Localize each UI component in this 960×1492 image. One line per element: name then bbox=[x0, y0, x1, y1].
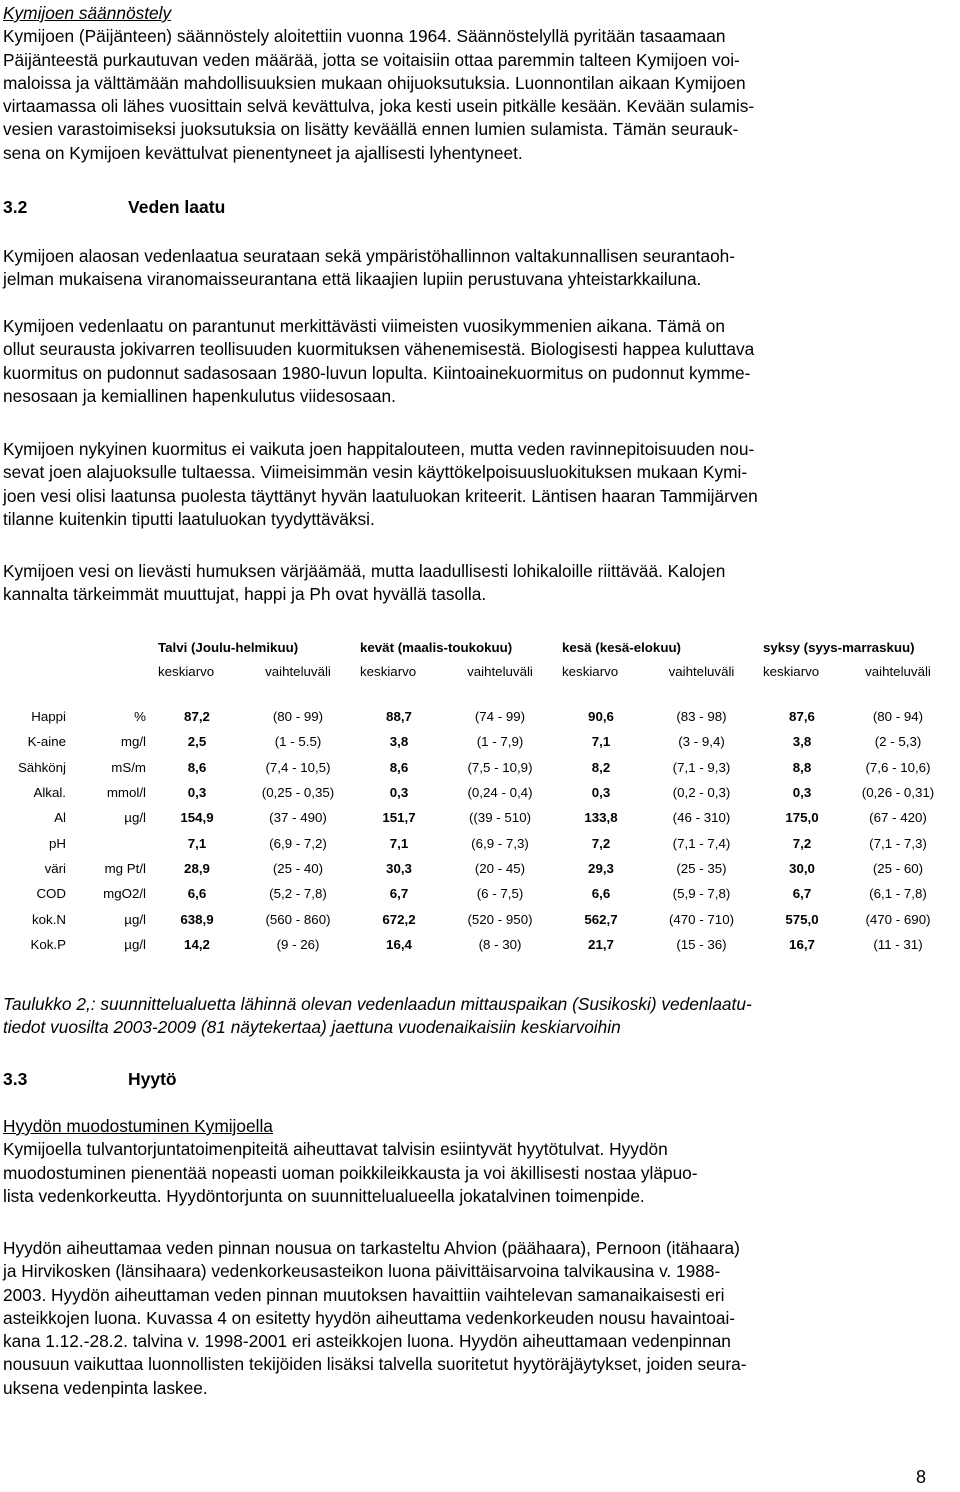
range-header: vaihteluväli bbox=[265, 664, 331, 679]
mean-header: keskiarvo bbox=[360, 664, 417, 679]
range-value: (7,6 - 10,6) bbox=[865, 759, 931, 775]
mean-value: 29,3 bbox=[588, 860, 614, 876]
parameter-name: Alkal. bbox=[33, 785, 66, 801]
range-header: vaihteluväli bbox=[668, 664, 735, 679]
mean-value: 28,9 bbox=[184, 860, 210, 876]
parameter-name: Al bbox=[54, 810, 66, 826]
parameter-name: Sähkönj bbox=[17, 759, 66, 775]
range-value: (5,2 - 7,8) bbox=[269, 886, 327, 902]
mean-value: 0,3 bbox=[792, 785, 812, 801]
text-line: nousuun vaikuttaa luonnollisten tekijöiden lisäksi talvella suoritetut hyytöräjäytykset, joiden seura- bbox=[3, 1354, 747, 1375]
text-line: ollut seurausta jokivarren teollisuuden kuormituksen vähenemisestä. Biologisesti happea kuluttava bbox=[3, 339, 755, 360]
text-line: jelman mukaisena viranomaisseurantana että likaajien lupiin perustuvana yhteistarkkailuna. bbox=[3, 269, 702, 290]
mean-header: keskiarvo bbox=[158, 664, 215, 679]
parameter-name: COD bbox=[36, 886, 66, 902]
parameter-name: Happi bbox=[31, 709, 66, 725]
text-line: joen vesi olisi laatunsa puolesta täyttänyt hyvän laatuluokan kriteerit. Läntisen haaran Tammijärven bbox=[3, 485, 758, 506]
text-line: kannalta tärkeimmät muuttujat, happi ja Ph ovat hyvällä tasolla. bbox=[3, 584, 487, 605]
text-line: kuormitus on pudonnut sadasosaan 1980-luvun lopulta. Kiintoainekuormitus on pudonnut kymme- bbox=[3, 362, 751, 383]
mean-value: 7,2 bbox=[591, 835, 611, 851]
text-line: Päijänteestä purkautuvan veden määrää, jotta se voitaisiin ottaa paremmin talteen Kymijoen voi- bbox=[3, 49, 740, 70]
parameter-name: Kok.P bbox=[30, 936, 66, 952]
mean-value: 21,7 bbox=[588, 936, 614, 952]
mean-value: 6,7 bbox=[792, 886, 812, 902]
mean-value: 575,0 bbox=[785, 911, 819, 927]
subsection-title: Hyydön muodostuminen Kymijoella bbox=[3, 1116, 273, 1136]
range-value: (3 - 9,4) bbox=[678, 734, 725, 750]
parameter-unit: mgO2/l bbox=[103, 886, 146, 902]
mean-value: 30,3 bbox=[386, 860, 412, 876]
range-value: (6,9 - 7,3) bbox=[471, 835, 529, 851]
range-value: (7,4 - 10,5) bbox=[265, 759, 331, 775]
parameter-name: K-aine bbox=[27, 734, 66, 750]
text-line: uksena vedenpinta laskee. bbox=[3, 1377, 208, 1398]
range-value: (80 - 94) bbox=[872, 709, 924, 725]
mean-value: 16,7 bbox=[789, 936, 815, 952]
mean-value: 90,6 bbox=[588, 709, 614, 725]
paragraph bbox=[3, 315, 938, 408]
text-line: kana 1.12.-28.2. talvina v. 1998-2001 eri asteikkojen luona. Hyydön aiheuttamaan vedenpinnan bbox=[3, 1331, 731, 1352]
range-value: (7,1 - 7,4) bbox=[672, 835, 731, 851]
mean-value: 0,3 bbox=[389, 785, 409, 801]
paragraph bbox=[3, 245, 938, 292]
season-header: Talvi (Joulu-helmikuu) bbox=[158, 640, 299, 655]
mean-value: 16,4 bbox=[386, 936, 412, 952]
range-value: (6 - 7,5) bbox=[476, 886, 524, 902]
mean-value: 6,7 bbox=[389, 886, 409, 902]
mean-value: 7,2 bbox=[792, 835, 812, 851]
parameter-unit: µg/l bbox=[124, 911, 146, 927]
range-value: (0,2 - 0,3) bbox=[672, 785, 731, 801]
parameter-unit: mg Pt/l bbox=[104, 860, 146, 876]
table-row bbox=[14, 780, 949, 805]
range-value: (470 - 690) bbox=[865, 911, 931, 927]
range-value: (9 - 26) bbox=[276, 936, 320, 952]
mean-value: 8,6 bbox=[389, 759, 409, 775]
heading-number: 3.2 bbox=[3, 197, 28, 217]
mean-value: 14,2 bbox=[184, 936, 210, 952]
range-value: (83 - 98) bbox=[676, 709, 727, 725]
parameter-unit: mS/m bbox=[111, 759, 146, 775]
mean-value: 88,7 bbox=[386, 709, 412, 725]
mean-value: 672,2 bbox=[382, 911, 416, 927]
table-row bbox=[14, 856, 949, 881]
table-row bbox=[14, 932, 949, 957]
range-value: (0,26 - 0,31) bbox=[861, 785, 935, 801]
parameter-unit: mg/l bbox=[120, 734, 146, 750]
range-value: (67 - 420) bbox=[869, 810, 927, 826]
range-value: (7,5 - 10,9) bbox=[467, 759, 533, 775]
range-value: (8 - 30) bbox=[478, 936, 522, 952]
mean-value: 154,9 bbox=[180, 810, 214, 826]
text-line: nesosaan ja kemiallinen hapenkulutus viidesosaan. bbox=[3, 385, 396, 406]
mean-value: 133,8 bbox=[584, 810, 618, 826]
caption-line: Taulukko 2,: suunnittelualuetta lähinnä olevan vedenlaadun mittauspaikan (Susikoski) vedenlaatu- bbox=[3, 994, 752, 1014]
mean-value: 87,2 bbox=[184, 709, 210, 725]
range-value: (25 - 40) bbox=[272, 860, 324, 876]
section-title-regulation: Kymijoen säännöstely bbox=[3, 3, 172, 23]
range-value: (25 - 35) bbox=[676, 860, 727, 876]
range-value: (11 - 31) bbox=[873, 936, 923, 952]
range-header: vaihteluväli bbox=[865, 664, 931, 679]
range-value: (25 - 60) bbox=[872, 860, 924, 876]
range-value: (46 - 310) bbox=[672, 810, 731, 826]
mean-value: 30,0 bbox=[789, 860, 815, 876]
mean-value: 2,5 bbox=[187, 734, 207, 750]
mean-value: 638,9 bbox=[180, 911, 214, 927]
range-value: ((39 - 510) bbox=[468, 810, 532, 826]
text-line: maloissa ja välttämään mahdollisuuksien mukaan ohijuoksutuksia. Luonnontilan aikaan Kymijoen bbox=[3, 72, 746, 93]
range-value: (7,1 - 9,3) bbox=[672, 759, 731, 775]
water-quality-table bbox=[14, 636, 949, 957]
table-row bbox=[14, 805, 949, 830]
mean-value: 0,3 bbox=[591, 785, 611, 801]
range-value: (80 - 99) bbox=[272, 709, 324, 725]
heading-number: 3.3 bbox=[3, 1069, 28, 1089]
paragraph bbox=[3, 438, 938, 531]
text-line: tilanne kuitenkin tiputti laatuluokan tyydyttäväksi. bbox=[3, 508, 375, 529]
range-value: (37 - 490) bbox=[269, 810, 327, 826]
range-value: (5,9 - 7,8) bbox=[672, 886, 731, 902]
season-header: kevät (maalis-toukokuu) bbox=[360, 640, 513, 655]
text-line: Kymijoen vedenlaatu on parantunut merkittävästi viimeisten vuosikymmenien aikana. Tämä on bbox=[3, 316, 726, 336]
mean-value: 87,6 bbox=[789, 709, 815, 725]
text-line: Kymijoella tulvantorjuntatoimenpiteitä aiheuttavat talvisin esiintyvät hyytötulvat. Hyydön bbox=[3, 1139, 668, 1160]
range-value: (470 - 710) bbox=[668, 911, 735, 927]
season-header: syksy (syys-marraskuu) bbox=[763, 640, 915, 655]
table-row bbox=[14, 704, 949, 729]
heading-water-quality bbox=[3, 196, 225, 219]
season-header-row bbox=[14, 636, 949, 659]
range-value: (6,9 - 7,2) bbox=[269, 835, 327, 851]
range-value: (15 - 36) bbox=[676, 936, 727, 952]
table-row bbox=[14, 830, 949, 855]
text-line: asteikkojen luona. Kuvassa 4 on esitetty hyydön aiheuttama vedenkorkeuden nousu havaintoai- bbox=[3, 1307, 736, 1328]
section-regulation bbox=[3, 2, 938, 165]
season-header: kesä (kesä-elokuu) bbox=[562, 640, 681, 655]
mean-value: 8,2 bbox=[591, 759, 611, 775]
table-body bbox=[14, 704, 949, 957]
caption-line: tiedot vuosilta 2003-2009 (81 näytekertaa) jaettuna vuodenaikaisiin keskiarvoihin bbox=[3, 1017, 621, 1038]
parameter-unit: µg/l bbox=[124, 810, 146, 826]
mean-value: 7,1 bbox=[187, 835, 207, 851]
mean-value: 8,6 bbox=[187, 759, 207, 775]
range-value: (1 - 7,9) bbox=[476, 734, 524, 750]
parameter-unit: mmol/l bbox=[106, 785, 146, 801]
subheader-row bbox=[14, 659, 949, 684]
range-value: (20 - 45) bbox=[474, 860, 526, 876]
text-line: sevat joen alajuoksulle tultaessa. Viimeisimmän vesin käyttökelpoisuusluokituksen mukaan Kymi- bbox=[3, 462, 748, 483]
mean-value: 7,1 bbox=[389, 835, 409, 851]
paragraph bbox=[3, 1237, 938, 1400]
text-line: 2003. Hyydön aiheuttaman veden pinnan muutoksen havaittiin vaihtelevan samanaikaisesti eri bbox=[3, 1284, 725, 1305]
parameter-unit: % bbox=[134, 709, 146, 725]
page-number: 8 bbox=[916, 1467, 927, 1487]
text-line: virtaamassa oli lähes vuosittain selvä kevättulva, joka kesti usein pitkälle kesään. Kevään sulamis- bbox=[3, 96, 755, 117]
mean-header: keskiarvo bbox=[562, 664, 619, 679]
mean-value: 0,3 bbox=[187, 785, 207, 801]
mean-value: 6,6 bbox=[187, 886, 207, 902]
range-value: (7,1 - 7,3) bbox=[869, 835, 927, 851]
parameter-name: väri bbox=[44, 860, 66, 876]
text-line: ja Hirvikosken (länsihaara) vedenkorkeusasteikon luona päivittäisarvoina talvikausina v. 1988- bbox=[3, 1261, 721, 1282]
mean-value: 6,6 bbox=[591, 886, 611, 902]
range-header: vaihteluväli bbox=[467, 664, 533, 679]
text-line: Kymijoen nykyinen kuormitus ei vaikuta joen happitalouteen, mutta veden ravinnepitoisuuden nou- bbox=[3, 439, 755, 459]
range-value: (0,24 - 0,4) bbox=[467, 785, 533, 801]
text-line: muodostuminen pienentää nopeasti uoman poikkileikkausta ja voi äkillisesti nostaa yläpuo- bbox=[3, 1162, 698, 1183]
parameter-unit: µg/l bbox=[124, 936, 146, 952]
mean-value: 8,8 bbox=[792, 759, 812, 775]
range-value: (560 - 860) bbox=[265, 911, 331, 927]
mean-value: 7,1 bbox=[591, 734, 611, 750]
range-value: (1 - 5.5) bbox=[274, 734, 322, 750]
heading-frazil-ice bbox=[3, 1068, 177, 1091]
heading-title: Hyytö bbox=[128, 1069, 177, 1089]
mean-value: 3,8 bbox=[792, 734, 812, 750]
range-value: (6,1 - 7,8) bbox=[869, 886, 927, 902]
text-line: Kymijoen (Päijänteen) säännöstely aloitettiin vuonna 1964. Säännöstelyllä pyritään tasaamaan bbox=[3, 26, 726, 47]
text-line: vesien varastoimiseksi juoksutuksia on lisätty keväällä ennen lumien sulamista. Tämän seurauk- bbox=[3, 119, 739, 140]
parameter-name: kok.N bbox=[32, 911, 66, 927]
range-value: (74 - 99) bbox=[474, 709, 526, 725]
table-row bbox=[14, 881, 949, 906]
table-row bbox=[14, 729, 949, 754]
section-frazil-formation bbox=[3, 1115, 938, 1208]
heading-title: Veden laatu bbox=[128, 197, 226, 217]
mean-value: 562,7 bbox=[584, 911, 618, 927]
text-line: sena on Kymijoen kevättulvat pienentyneet ja ajallisesti lyhentyneet. bbox=[3, 142, 523, 163]
table-caption bbox=[3, 993, 943, 1040]
mean-value: 3,8 bbox=[389, 734, 409, 750]
mean-value: 175,0 bbox=[785, 810, 819, 826]
parameter-unit bbox=[72, 830, 152, 855]
text-line: lista vedenkorkeutta. Hyydöntorjunta on suunnittelualueella jokatalvinen toimenpide. bbox=[3, 1185, 645, 1206]
mean-value: 151,7 bbox=[382, 810, 416, 826]
range-value: (520 - 950) bbox=[467, 911, 533, 927]
text-line: Kymijoen alaosan vedenlaatua seurataan sekä ympäristöhallinnon valtakunnallisen seurantaoh- bbox=[3, 246, 736, 266]
text-line: Kymijoen vesi on lievästi humuksen värjäämää, mutta laadullisesti lohikaloille riittävää. Kalojen bbox=[3, 561, 726, 581]
table-row bbox=[14, 755, 949, 780]
mean-header: keskiarvo bbox=[763, 664, 820, 679]
table-row bbox=[14, 906, 949, 931]
text-line: Hyydön aiheuttamaa veden pinnan nousua on tarkasteltu Ahvion (päähaara), Pernoon (itähaara) bbox=[3, 1238, 740, 1258]
range-value: (0,25 - 0,35) bbox=[261, 785, 335, 801]
paragraph bbox=[3, 560, 938, 607]
range-value: (2 - 5,3) bbox=[874, 734, 922, 750]
parameter-name: pH bbox=[49, 835, 66, 851]
